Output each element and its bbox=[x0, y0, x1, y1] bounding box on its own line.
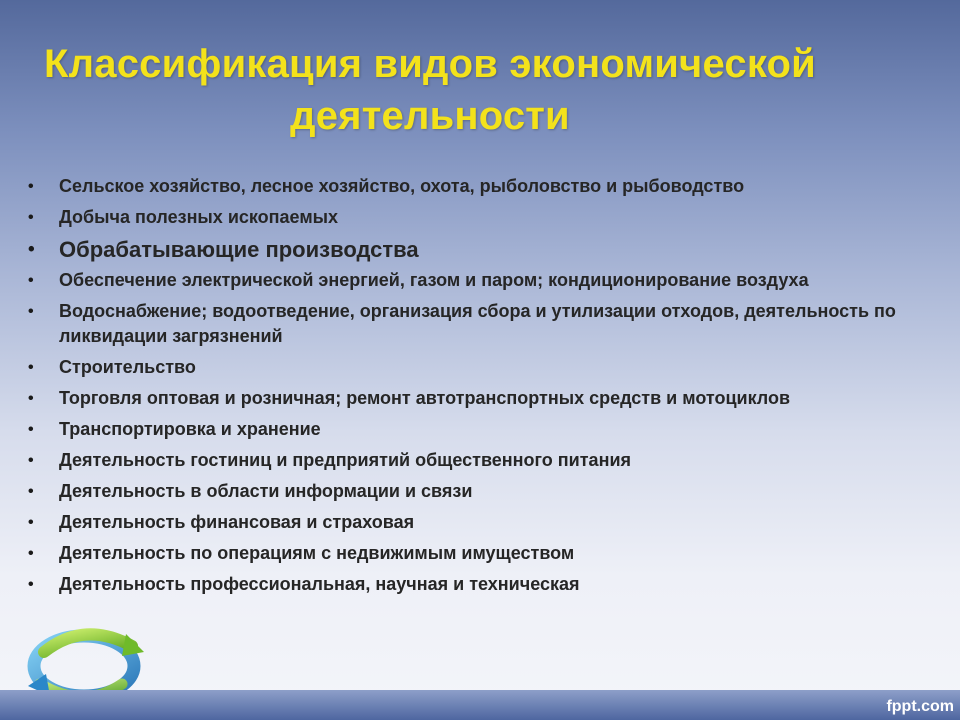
list-item bbox=[28, 268, 908, 293]
list-item-text: Деятельность в области информации и связи bbox=[59, 481, 473, 501]
list-item bbox=[28, 510, 908, 535]
list-item bbox=[28, 236, 908, 264]
bullet-icon: • bbox=[28, 514, 34, 531]
bullet-icon: • bbox=[28, 239, 35, 260]
list-item bbox=[28, 541, 908, 566]
bullet-icon: • bbox=[28, 359, 34, 376]
list-item-text: Деятельность гостиниц и предприятий общественного питания bbox=[59, 450, 632, 470]
list-item-text: Транспортировка и хранение bbox=[59, 419, 321, 439]
list-item bbox=[28, 448, 908, 473]
bullet-icon: • bbox=[28, 576, 34, 593]
footer-bar bbox=[0, 690, 960, 720]
list-item bbox=[28, 479, 908, 504]
list-item-text: Обрабатывающие производства bbox=[59, 237, 419, 262]
list-item bbox=[28, 205, 908, 230]
bullet-icon: • bbox=[28, 303, 34, 320]
bullet-icon: • bbox=[28, 209, 34, 226]
list-item-text: Обеспечение электрической энергией, газом и паром; кондиционирование воздуха bbox=[59, 270, 809, 290]
activity-list bbox=[28, 174, 908, 603]
slide-title-line-2: деятельности bbox=[290, 94, 570, 138]
list-item bbox=[28, 386, 908, 411]
bullet-icon: • bbox=[28, 421, 34, 438]
list-item-text: Добыча полезных ископаемых bbox=[59, 207, 339, 227]
bullet-icon: • bbox=[28, 178, 34, 195]
bullet-icon: • bbox=[28, 483, 34, 500]
bullet-icon: • bbox=[28, 390, 34, 407]
list-item-text: Деятельность по операциям с недвижимым имуществом bbox=[59, 543, 575, 563]
slide-title bbox=[0, 38, 860, 142]
list-item-text: Сельское хозяйство, лесное хозяйство, охота, рыболовство и рыбоводство bbox=[59, 176, 745, 196]
list-item-text: Водоснабжение; водоотведение, организация сбора и утилизации отходов, деятельность по ликвидации загрязнений bbox=[59, 301, 896, 346]
bullet-icon: • bbox=[28, 452, 34, 469]
brand-label: fppt.com bbox=[886, 698, 954, 715]
bullet-icon: • bbox=[28, 545, 34, 562]
list-item bbox=[28, 174, 908, 199]
list-item-text: Деятельность финансовая и страховая bbox=[59, 512, 415, 532]
bullet-icon: • bbox=[28, 272, 34, 289]
slide-title-line-1: Классификация видов экономической bbox=[44, 42, 816, 86]
list-item-text: Деятельность профессиональная, научная и техническая bbox=[59, 574, 580, 594]
list-item bbox=[28, 572, 908, 597]
list-item-text: Торговля оптовая и розничная; ремонт автотранспортных средств и мотоциклов bbox=[59, 388, 791, 408]
list-item bbox=[28, 299, 908, 349]
list-item bbox=[28, 355, 908, 380]
list-item-text: Строительство bbox=[59, 357, 196, 377]
list-item bbox=[28, 417, 908, 442]
